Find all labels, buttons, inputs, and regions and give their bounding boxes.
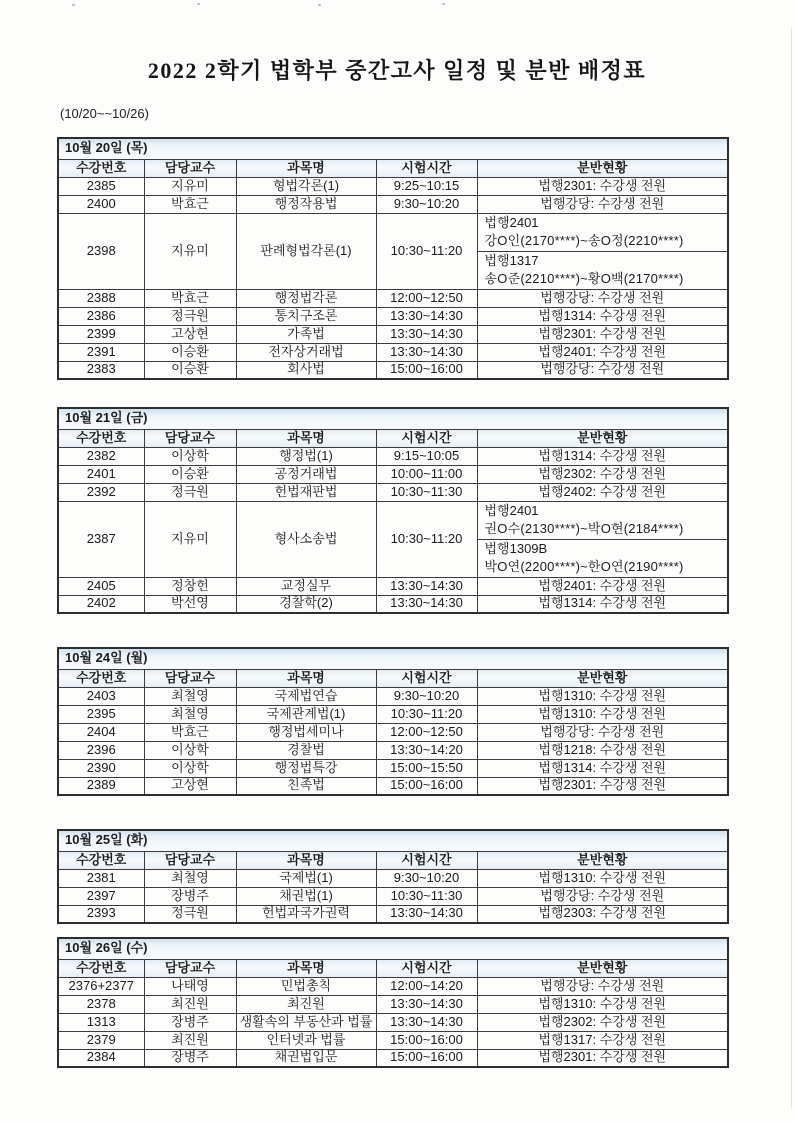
column-header: 분반현황 — [477, 159, 728, 177]
assignment-cell: 법행1218: 수강생 전원 — [477, 741, 728, 759]
exam-table — [57, 937, 729, 1068]
column-header: 시험시간 — [376, 429, 477, 447]
assignment-cell: 법행강당: 수강생 전원 — [477, 887, 728, 905]
table-row — [58, 869, 728, 887]
table-row — [58, 501, 728, 539]
course-code-cell: 2402 — [58, 595, 144, 613]
course-name-cell: 국제관계법(1) — [236, 705, 376, 723]
column-header: 담당교수 — [144, 429, 236, 447]
exam-time-cell: 13:30~14:30 — [376, 577, 477, 595]
exam-time-cell: 13:30~14:30 — [376, 595, 477, 613]
course-name-cell: 헌법재판법 — [236, 483, 376, 501]
exam-day-section — [57, 407, 727, 614]
column-header: 수강번호 — [58, 669, 144, 687]
professor-cell: 나태영 — [144, 977, 236, 995]
course-name-cell: 경찰학(2) — [236, 595, 376, 613]
column-header: 분반현황 — [477, 429, 728, 447]
professor-cell: 이승환 — [144, 465, 236, 483]
course-name-cell: 경찰법 — [236, 741, 376, 759]
exam-time-cell: 13:30~14:20 — [376, 741, 477, 759]
table-date-row — [58, 408, 728, 429]
course-name-cell: 채권법(1) — [236, 887, 376, 905]
column-header: 수강번호 — [58, 429, 144, 447]
exam-time-cell: 10:30~11:20 — [376, 213, 477, 289]
assignment-cell: 법행2303: 수강생 전원 — [477, 905, 728, 923]
assignment-cell: 법행1310: 수강생 전원 — [477, 687, 728, 705]
table-row — [58, 1013, 728, 1031]
professor-cell: 이승환 — [144, 343, 236, 361]
course-name-cell: 헌법과국가권력 — [236, 905, 376, 923]
course-code-cell: 2378 — [58, 995, 144, 1013]
course-name-cell: 친족법 — [236, 777, 376, 795]
column-header: 시험시간 — [376, 669, 477, 687]
room-label: 법행2401 — [484, 502, 539, 518]
table-date-label: 10월 26일 (수) — [58, 938, 728, 959]
course-name-cell: 행정작용법 — [236, 195, 376, 213]
exam-time-cell: 15:00~15:50 — [376, 759, 477, 777]
table-row — [58, 177, 728, 195]
course-name-cell: 인터넷과 법률 — [236, 1031, 376, 1049]
exam-time-cell: 15:00~16:00 — [376, 1049, 477, 1067]
exam-time-cell: 13:30~14:30 — [376, 1013, 477, 1031]
professor-cell: 최철영 — [144, 705, 236, 723]
assignment-split-cell — [477, 213, 728, 251]
room-label: 법행1317 — [484, 252, 539, 268]
column-header: 담당교수 — [144, 159, 236, 177]
table-row — [58, 465, 728, 483]
table-row — [58, 995, 728, 1013]
exam-time-cell: 10:30~11:30 — [376, 483, 477, 501]
exam-day-section — [57, 137, 727, 380]
table-row — [58, 325, 728, 343]
table-header-row — [58, 959, 728, 977]
table-row — [58, 307, 728, 325]
course-name-cell: 전자상거래법 — [236, 343, 376, 361]
table-row — [58, 447, 728, 465]
table-row — [58, 705, 728, 723]
column-header: 분반현황 — [477, 851, 728, 869]
course-name-cell: 행정법특강 — [236, 759, 376, 777]
table-header-row — [58, 669, 728, 687]
room-label: 법행2401 — [484, 214, 539, 230]
table-row — [58, 595, 728, 613]
table-row — [58, 741, 728, 759]
professor-cell: 박효근 — [144, 195, 236, 213]
exam-time-cell: 15:00~16:00 — [376, 1031, 477, 1049]
course-name-cell: 회사법 — [236, 361, 376, 379]
professor-cell: 장병주 — [144, 1013, 236, 1031]
table-row — [58, 577, 728, 595]
exam-time-cell: 15:00~16:00 — [376, 361, 477, 379]
exam-time-cell: 13:30~14:30 — [376, 307, 477, 325]
assignment-cell: 법행2301: 수강생 전원 — [477, 177, 728, 195]
professor-cell: 장병주 — [144, 1049, 236, 1067]
course-name-cell: 국제법연습 — [236, 687, 376, 705]
course-name-cell: 판례형법각론(1) — [236, 213, 376, 289]
table-date-label: 10월 24일 (월) — [58, 648, 728, 669]
student-range: 권O수(2130****)~박O현(2184****) — [484, 520, 684, 536]
exam-time-cell: 13:30~14:30 — [376, 343, 477, 361]
column-header: 과목명 — [236, 851, 376, 869]
course-name-cell: 행정법세미나 — [236, 723, 376, 741]
course-name-cell: 가족법 — [236, 325, 376, 343]
table-row — [58, 887, 728, 905]
table-row — [58, 289, 728, 307]
assignment-cell: 법행2401: 수강생 전원 — [477, 577, 728, 595]
course-code-cell: 2400 — [58, 195, 144, 213]
exam-time-cell: 10:00~11:00 — [376, 465, 477, 483]
assignment-cell: 법행강당: 수강생 전원 — [477, 977, 728, 995]
course-code-cell: 2384 — [58, 1049, 144, 1067]
table-row — [58, 1049, 728, 1067]
course-name-cell: 국제법(1) — [236, 869, 376, 887]
column-header: 분반현황 — [477, 959, 728, 977]
table-row — [58, 777, 728, 795]
course-code-cell: 2392 — [58, 483, 144, 501]
assignment-cell: 법행1317: 수강생 전원 — [477, 1031, 728, 1049]
exam-time-cell: 12:00~12:50 — [376, 289, 477, 307]
course-code-cell: 2385 — [58, 177, 144, 195]
table-row — [58, 213, 728, 251]
course-code-cell: 2393 — [58, 905, 144, 923]
column-header: 과목명 — [236, 429, 376, 447]
table-date-row — [58, 938, 728, 959]
exam-time-cell: 10:30~11:20 — [376, 705, 477, 723]
assignment-split-cell — [477, 251, 728, 289]
assignment-cell: 법행2301: 수강생 전원 — [477, 325, 728, 343]
table-date-label: 10월 21일 (금) — [58, 408, 728, 429]
course-name-cell: 형사소송법 — [236, 501, 376, 577]
assignment-cell: 법행2302: 수강생 전원 — [477, 1013, 728, 1031]
exam-time-cell: 13:30~14:30 — [376, 905, 477, 923]
column-header: 수강번호 — [58, 959, 144, 977]
course-code-cell: 2398 — [58, 213, 144, 289]
assignment-cell: 법행2402: 수강생 전원 — [477, 483, 728, 501]
student-range: 박O연(2200****)~한O연(2190****) — [484, 558, 684, 574]
course-code-cell: 2382 — [58, 447, 144, 465]
exam-day-section — [57, 937, 727, 1068]
table-row — [58, 483, 728, 501]
exam-day-section — [57, 829, 727, 924]
course-code-cell: 2391 — [58, 343, 144, 361]
professor-cell: 최철영 — [144, 687, 236, 705]
assignment-cell: 법행1310: 수강생 전원 — [477, 869, 728, 887]
assignment-cell: 법행강당: 수강생 전원 — [477, 723, 728, 741]
professor-cell: 최철영 — [144, 869, 236, 887]
assignment-cell: 법행1310: 수강생 전원 — [477, 995, 728, 1013]
exam-time-cell: 12:00~12:50 — [376, 723, 477, 741]
course-code-cell: 2404 — [58, 723, 144, 741]
assignment-cell: 법행1314: 수강생 전원 — [477, 759, 728, 777]
column-header: 수강번호 — [58, 851, 144, 869]
exam-time-cell: 15:00~16:00 — [376, 777, 477, 795]
exam-time-cell: 13:30~14:30 — [376, 995, 477, 1013]
assignment-cell: 법행2401: 수강생 전원 — [477, 343, 728, 361]
exam-time-cell: 9:25~10:15 — [376, 177, 477, 195]
column-header: 과목명 — [236, 959, 376, 977]
assignment-cell: 법행1314: 수강생 전원 — [477, 595, 728, 613]
table-row — [58, 723, 728, 741]
exam-table — [57, 137, 729, 380]
course-name-cell: 민법총칙 — [236, 977, 376, 995]
professor-cell: 지유미 — [144, 501, 236, 577]
table-row — [58, 1031, 728, 1049]
course-code-cell: 2399 — [58, 325, 144, 343]
professor-cell: 박효근 — [144, 723, 236, 741]
table-row — [58, 343, 728, 361]
exam-time-cell: 10:30~11:20 — [376, 501, 477, 577]
column-header: 과목명 — [236, 159, 376, 177]
professor-cell: 정극원 — [144, 307, 236, 325]
column-header: 시험시간 — [376, 959, 477, 977]
course-code-cell: 2395 — [58, 705, 144, 723]
professor-cell: 박효근 — [144, 289, 236, 307]
course-code-cell: 2405 — [58, 577, 144, 595]
column-header: 시험시간 — [376, 851, 477, 869]
course-name-cell: 생활속의 부동산과 법률 — [236, 1013, 376, 1031]
page-title: 2022 2학기 법학부 중간고사 일정 및 분반 배정표 — [147, 58, 647, 83]
professor-cell: 고상현 — [144, 325, 236, 343]
assignment-cell: 법행강당: 수강생 전원 — [477, 361, 728, 379]
course-name-cell: 행정법(1) — [236, 447, 376, 465]
course-code-cell: 2403 — [58, 687, 144, 705]
course-code-cell: 2379 — [58, 1031, 144, 1049]
column-header: 담당교수 — [144, 851, 236, 869]
course-code-cell: 2401 — [58, 465, 144, 483]
table-header-row — [58, 851, 728, 869]
table-row — [58, 687, 728, 705]
professor-cell: 정창헌 — [144, 577, 236, 595]
professor-cell: 이승환 — [144, 361, 236, 379]
professor-cell: 장병주 — [144, 887, 236, 905]
exam-time-cell: 9:15~10:05 — [376, 447, 477, 465]
table-date-row — [58, 830, 728, 851]
table-header-row — [58, 159, 728, 177]
course-name-cell: 형법각론(1) — [236, 177, 376, 195]
date-range-label: (10/20~~10/26) — [60, 106, 149, 121]
professor-cell: 최진원 — [144, 1031, 236, 1049]
column-header: 담당교수 — [144, 669, 236, 687]
assignment-split-cell — [477, 501, 728, 539]
professor-cell: 이상학 — [144, 759, 236, 777]
assignment-cell: 법행강당: 수강생 전원 — [477, 289, 728, 307]
course-name-cell: 통치구조론 — [236, 307, 376, 325]
exam-time-cell: 10:30~11:30 — [376, 887, 477, 905]
assignment-cell: 법행1314: 수강생 전원 — [477, 447, 728, 465]
column-header: 담당교수 — [144, 959, 236, 977]
exam-time-cell: 9:30~10:20 — [376, 869, 477, 887]
assignment-cell: 법행2302: 수강생 전원 — [477, 465, 728, 483]
exam-time-cell: 12:00~14:20 — [376, 977, 477, 995]
table-date-row — [58, 138, 728, 159]
course-code-cell: 1313 — [58, 1013, 144, 1031]
column-header: 분반현황 — [477, 669, 728, 687]
course-code-cell: 2396 — [58, 741, 144, 759]
course-code-cell: 2388 — [58, 289, 144, 307]
table-header-row — [58, 429, 728, 447]
column-header: 과목명 — [236, 669, 376, 687]
table-date-label: 10월 25일 (화) — [58, 830, 728, 851]
professor-cell: 정극원 — [144, 905, 236, 923]
course-code-cell: 2389 — [58, 777, 144, 795]
course-code-cell: 2386 — [58, 307, 144, 325]
exam-table — [57, 647, 729, 796]
assignment-cell: 법행1310: 수강생 전원 — [477, 705, 728, 723]
exam-table — [57, 407, 729, 614]
table-row — [58, 759, 728, 777]
table-row — [58, 361, 728, 379]
course-code-cell: 2390 — [58, 759, 144, 777]
professor-cell: 지유미 — [144, 213, 236, 289]
course-name-cell: 채권법입문 — [236, 1049, 376, 1067]
course-name-cell: 교정실무 — [236, 577, 376, 595]
table-date-label: 10월 20일 (목) — [58, 138, 728, 159]
course-code-cell: 2397 — [58, 887, 144, 905]
exam-time-cell: 9:30~10:20 — [376, 687, 477, 705]
assignment-split-cell — [477, 539, 728, 577]
course-name-cell: 행정법각론 — [236, 289, 376, 307]
table-row — [58, 905, 728, 923]
professor-cell: 최진원 — [144, 995, 236, 1013]
column-header: 시험시간 — [376, 159, 477, 177]
course-code-cell: 2381 — [58, 869, 144, 887]
professor-cell: 지유미 — [144, 177, 236, 195]
assignment-cell: 법행2301: 수강생 전원 — [477, 777, 728, 795]
course-code-cell: 2383 — [58, 361, 144, 379]
room-label: 법행1309B — [484, 540, 548, 556]
exam-day-section — [57, 647, 727, 796]
course-code-cell: 2387 — [58, 501, 144, 577]
professor-cell: 이상학 — [144, 741, 236, 759]
professor-cell: 박선영 — [144, 595, 236, 613]
course-code-cell: 2376+2377 — [58, 977, 144, 995]
professor-cell: 이상학 — [144, 447, 236, 465]
exam-time-cell: 9:30~10:20 — [376, 195, 477, 213]
student-range: 강O인(2170****)~송O정(2210****) — [484, 232, 684, 248]
assignment-cell: 법행강당: 수강생 전원 — [477, 195, 728, 213]
column-header: 수강번호 — [58, 159, 144, 177]
course-name-cell: 공정거래법 — [236, 465, 376, 483]
assignment-cell: 법행1314: 수강생 전원 — [477, 307, 728, 325]
course-name-cell: 최진원 — [236, 995, 376, 1013]
table-date-row — [58, 648, 728, 669]
student-range: 송O준(2210****)~황O백(2170****) — [484, 270, 684, 286]
exam-time-cell: 13:30~14:30 — [376, 325, 477, 343]
assignment-cell: 법행2301: 수강생 전원 — [477, 1049, 728, 1067]
table-row — [58, 195, 728, 213]
table-row — [58, 977, 728, 995]
professor-cell: 고상현 — [144, 777, 236, 795]
professor-cell: 정극원 — [144, 483, 236, 501]
exam-table — [57, 829, 729, 924]
